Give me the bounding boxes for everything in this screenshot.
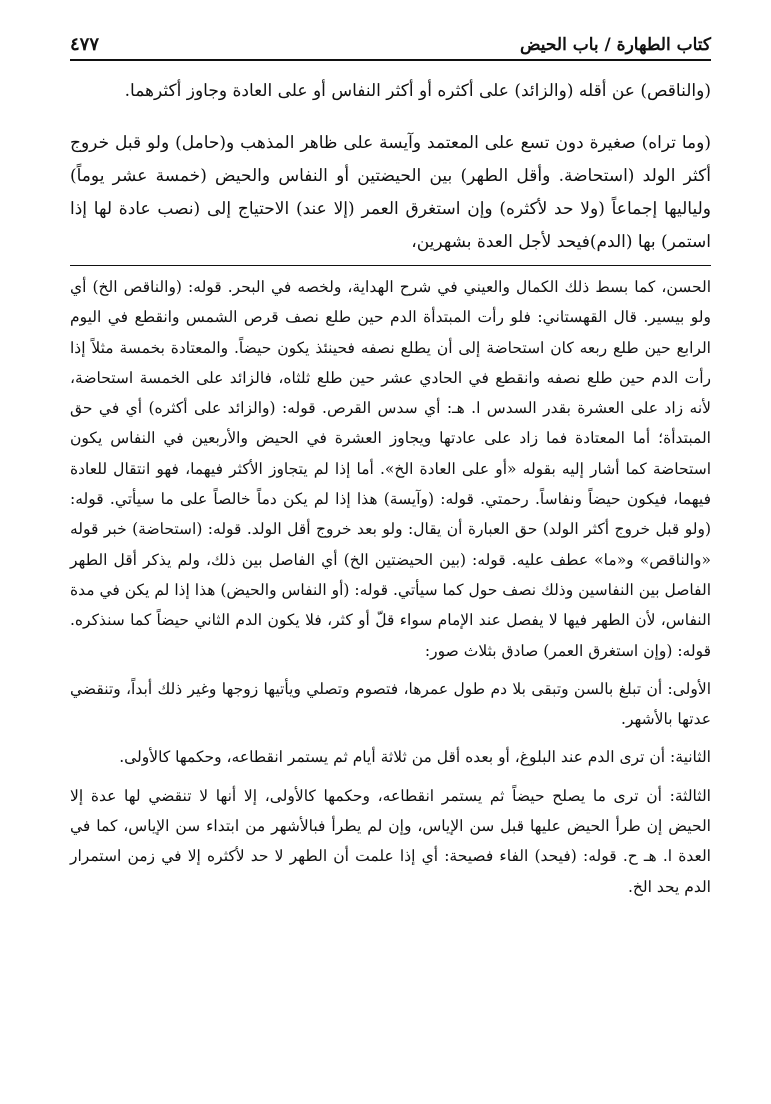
matn-sharh-separator bbox=[70, 265, 711, 266]
sharh-paragraph-4: الثالثة: أن ترى ما يصلح حيضاً ثم يستمر انقطاعه، وحكمها كالأولى، إلا أنها لا تنقضي لها عدة إلا الحيض إن طرأ الحيض عليها قبل سن الإياس، وإن لم يطرأ فبالأشهر من ابتداء سن الإياس، كما في العدة ا. هـ ح. قوله: (فيحد) الفاء فصيحة: أي إذا علمت أن الطهر لا حد لأكثره إلا في زمن استمرار الدم يحد الخ. bbox=[70, 786, 711, 896]
sharh-paragraph-3: الثانية: أن ترى الدم عند البلوغ، أو بعده أقل من ثلاثة أيام ثم يستمر انقطاعه، وحكمها كالأولى. bbox=[119, 748, 711, 767]
sharh-paragraph-1: الحسن، كما بسط ذلك الكمال والعيني في شرح الهداية، ولخصه في البحر. قوله: (والناقص الخ) أي ولو بيسير. قال القهستاني: فلو رأت المبتدأة الدم حين طلع نصف قرص الشمس وانقطع في اليوم الرابع حين طلع ربعه كان استحاضة إلى أن يطلع نصفه فحينئذ يكون حيضاً. والمعتادة بخمسة مثلاً إذا رأت الدم حين طلع نصفه وانقطع في الحادي عشر حين طلع ثلثاه، فالزائد على الخمسة استحاضة، لأنه زاد على العشرة بقدر السدس ا. هـ: أي سدس القرص. قوله: (والزائد على أكثره) أي في حق المبتدأة؛ أما المعتادة فما زاد على عادتها ويجاوز العشرة في الحيض والأربعين في النفاس يكون استحاضة كما أشار إليه بقوله «أو على العادة الخ». أما إذا لم يتجاوز الأكثر فيهما، فهو انتقال للعادة فيهما، فيكون حيضاً ونفاساً. رحمتي. قوله: (وآيسة) هذا إذا لم يكن دماً خالصاً على ما سيأتي. قوله: (ولو قبل خروج أكثر الولد) حق العبارة أن يقال: ولو بعد خروج أقل الولد. قوله: (استحاضة) خبر قوله «والناقص» و«ما» عطف عليه. قوله: (بين الحيضتين الخ) أي الفاصل بين ذلك، ولم يذكر أقل الطهر الفاصل بين النفاسين وذلك نصف حول كما سيأتي. قوله: (أو النفاس والحيض) هذا إذا لم يكن في مدة النفاس، لأن الطهر فيها لا يفصل عند الإمام سواء قلّ أو كثر، فلا يكون الدم الثاني حيضاً كما سنذكره. قوله: (وإن استغرق العمر) صادق بثلاث صور: bbox=[70, 278, 711, 660]
header-title: كتاب الطهارة / باب الحيض bbox=[519, 35, 711, 55]
matn-paragraph-1: (والناقص) عن أقله (والزائد) على أكثره أو أكثر النفاس أو على العادة وجاوز أكثرهما. bbox=[124, 81, 711, 101]
sharh-section bbox=[70, 272, 711, 902]
matn-paragraph-2: (وما تراه) صغيرة دون تسع على المعتمد وآيسة على ظاهر المذهب و(حامل) ولو قبل خروج أكثر الولد (استحاضة. وأقل الطهر) بين الحيضتين أو النفاس والحيض (خمسة عشر يوماً) ولياليها إجماعاً (ولا حد لأكثره) وإن استغرق العمر (إلا عند) الاحتياج إلى (نصب عادة لها إذا استمر) بها (الدم)فيحد لأجل العدة بشهرين، bbox=[70, 133, 711, 252]
sharh-paragraph-2: الأولى: أن تبلغ بالسن وتبقى بلا دم طول عمرها، فتصوم وتصلي ويأتيها زوجها وغير ذلك أبداً، وتنقضي عدتها بالأشهر. bbox=[70, 679, 711, 729]
page-number: ٤٧٧ bbox=[70, 34, 100, 55]
running-header bbox=[70, 34, 711, 61]
matn-section bbox=[70, 75, 711, 259]
